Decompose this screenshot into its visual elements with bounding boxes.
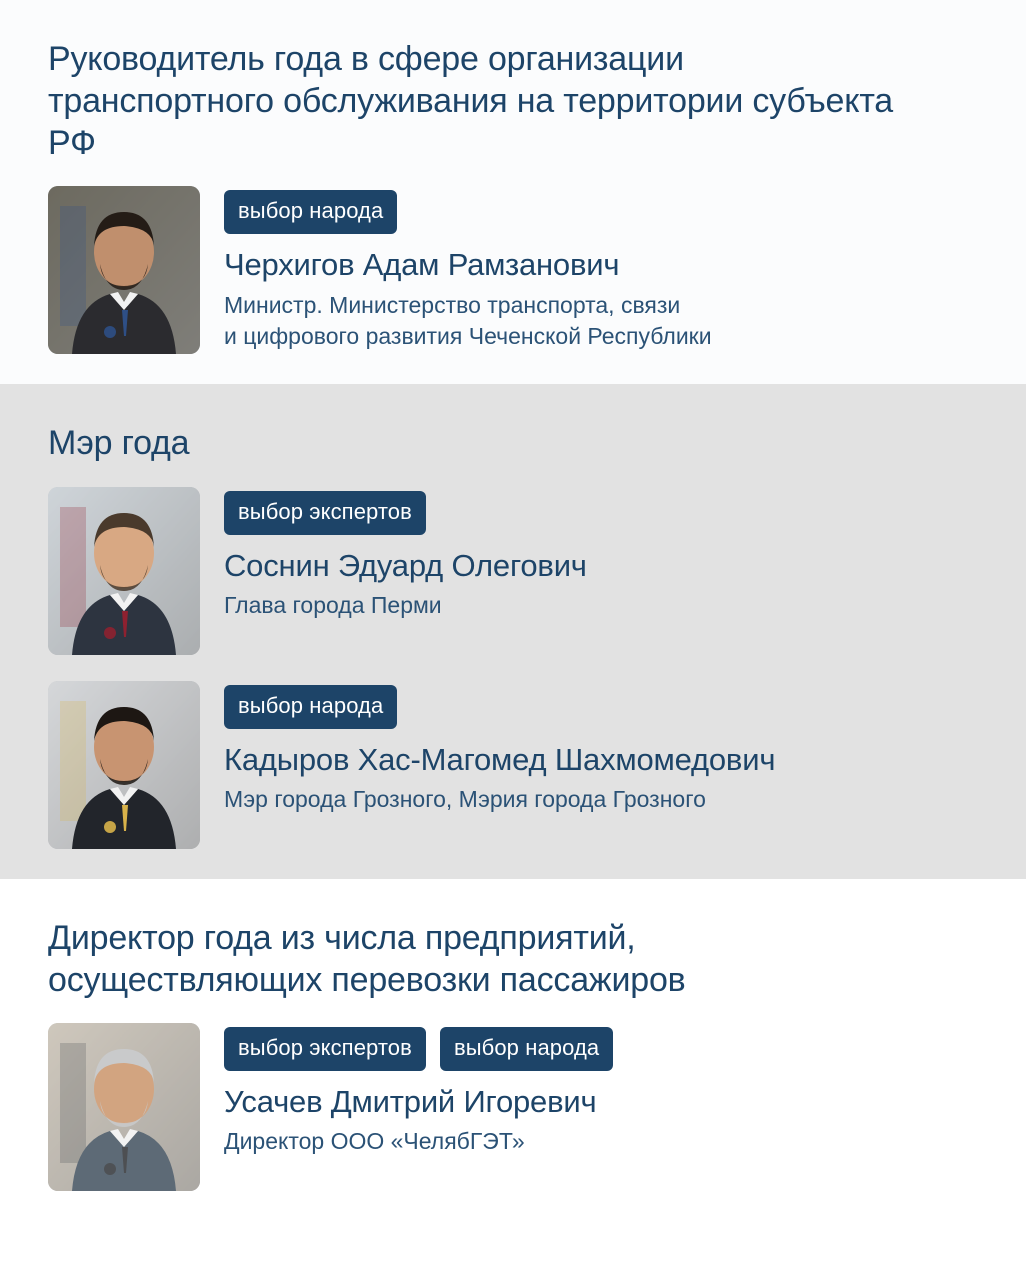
- nominee-role-line: Мэр города Грозного, Мэрия города Грозного: [224, 785, 706, 812]
- nominee-badges: [224, 190, 978, 234]
- nominee-row: [48, 186, 978, 354]
- section-title: Руководитель года в сфере организации транспортного обслуживания на территории субъекта РФ: [48, 40, 894, 163]
- award-section: [0, 384, 1026, 878]
- nominee-info: [224, 487, 978, 621]
- nominee-role-line: Глава города Перми: [224, 591, 442, 618]
- nominee-name: Черхигов Адам Рамзанович: [224, 247, 620, 283]
- nominee-row: [48, 487, 978, 655]
- section-title: Директор года из числа предприятий, осуществляющих перевозки пассажиров: [48, 918, 686, 999]
- status-badge: выбор народа: [224, 190, 397, 234]
- nominee-name: Усачев Дмитрий Игоревич: [224, 1083, 597, 1119]
- nominee-badges: [224, 491, 978, 535]
- status-badge: выбор экспертов: [224, 491, 426, 535]
- nominee-info: [224, 186, 978, 351]
- nominee-photo: [48, 487, 200, 655]
- award-section: [0, 879, 1026, 1221]
- nominee-row: [48, 1023, 978, 1191]
- nominee-role: [224, 590, 944, 621]
- nominee-role: [224, 290, 944, 352]
- nominee-photo: [48, 186, 200, 354]
- status-badge: выбор народа: [224, 685, 397, 729]
- nominee-role: [224, 1126, 944, 1157]
- award-section: [0, 0, 1026, 384]
- section-title: Мэр года: [48, 424, 190, 463]
- nominee-name: Кадыров Хас-Магомед Шахмомедович: [224, 741, 776, 777]
- nominee-badges: [224, 1027, 978, 1071]
- nominee-role-line: и цифрового развития Чеченской Республики: [224, 322, 712, 349]
- nominee-role-line: Директор ООО «ЧелябГЭТ»: [224, 1128, 525, 1155]
- status-badge: выбор экспертов: [224, 1027, 426, 1071]
- nominee-role: [224, 784, 944, 815]
- nominee-badges: [224, 685, 978, 729]
- status-badge: выбор народа: [440, 1027, 613, 1071]
- nominee-name: Соснин Эдуард Олегович: [224, 547, 587, 583]
- nominee-photo: [48, 1023, 200, 1191]
- nominee-role-line: Министр. Министерство транспорта, связи: [224, 291, 681, 318]
- nominee-info: [224, 1023, 978, 1157]
- nominee-photo: [48, 681, 200, 849]
- nominee-row: [48, 681, 978, 849]
- nominee-info: [224, 681, 978, 815]
